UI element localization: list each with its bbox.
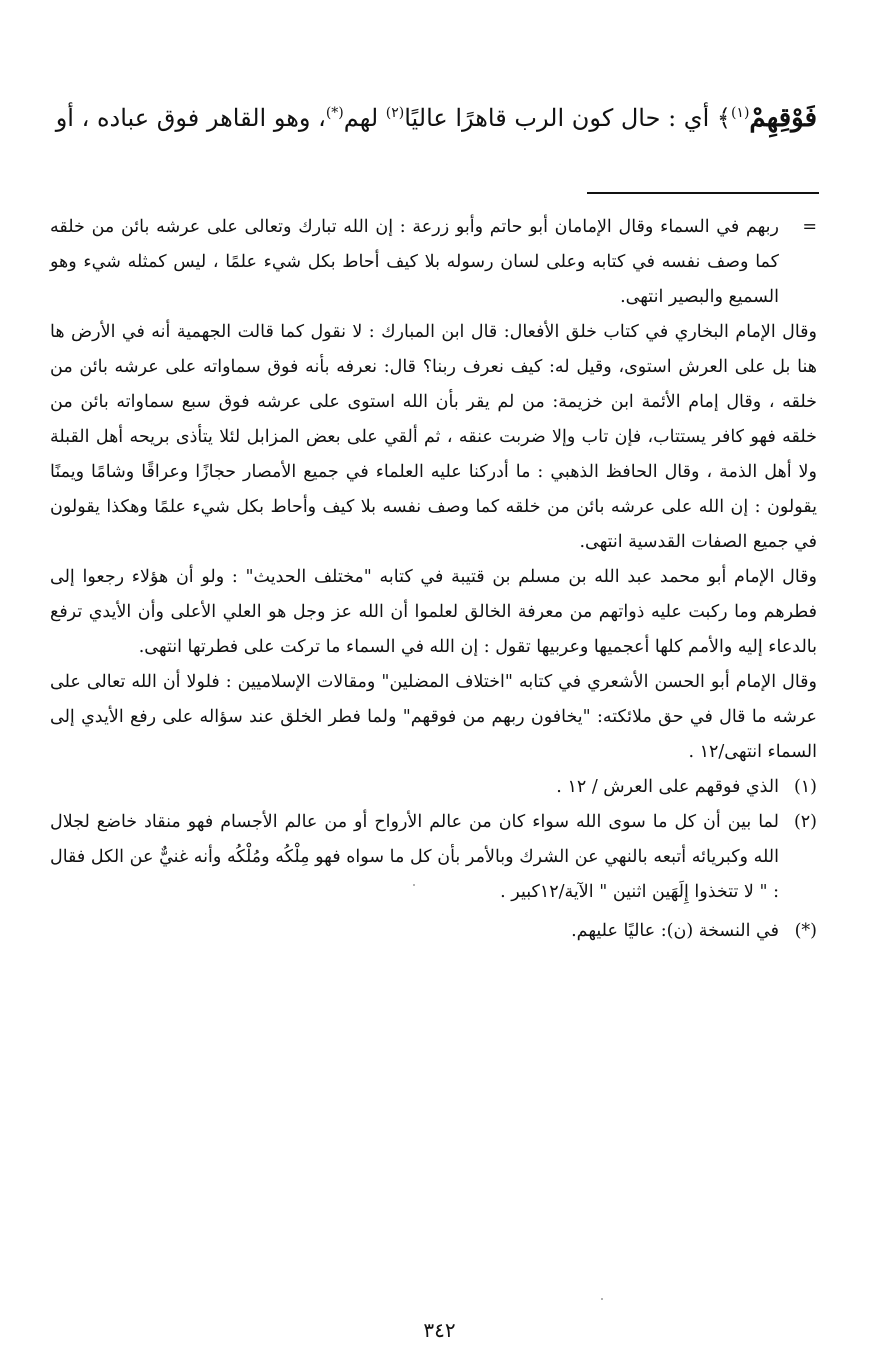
ref-star: (*) bbox=[325, 105, 344, 121]
main-text-part-1: أي : حال كون الرب قاهرًا عاليًا bbox=[404, 104, 717, 132]
scan-speck bbox=[413, 884, 415, 886]
footnote-number: (١) bbox=[793, 777, 817, 797]
footnote-2 bbox=[50, 805, 817, 910]
footnote-paragraph: وقال الإمام البخاري في كتاب خلق الأفعال: قال ابن المبارك : لا نقول كما قالت الجهمية أنه في الأرض ها هنا بل على العرش استوى، وقيل له: كيف نعرف ربنا؟ قال: نعرفه بأنه فوق سماواته على عرشه بائن من خلقه ، وقال إمام الأئمة ابن خزيمة: من لم يقر بأن الله استوى على عرشه فوق سبع سماواته بائن من خلقه فهو كافر يستتاب، فإن تاب وإلا ضربت عنقه ، ثم ألقي على بعض المزابل لئلا يتأذى بريحه أهل القبلة ولا أهل الذمة ، وقال الحافظ الذهبي : ما أدركنا عليه العلماء في جميع الأمصار حجازًا وعراقًا وشامًا ويمنًا يقولون : إن الله على عرشه بائن من خلقه كما وصف نفسه بلا كيف وأحاط بكل شيء علمًا وهكذا يقولون في جميع الصفات القدسية انتهى. bbox=[50, 322, 817, 552]
footnote-number: (*) bbox=[794, 921, 817, 941]
main-text-line bbox=[40, 98, 817, 138]
page-number: ٣٤٢ bbox=[423, 1318, 456, 1342]
footnote-star bbox=[50, 914, 817, 949]
footnote-paragraph: وقال الإمام أبو الحسن الأشعري في كتابه "اختلاف المضلين" ومقالات الإسلاميين : فلولا أن الله تعالى على عرشه ما قال في حق ملائكته: "يخافون ربهم من فوقهم" ولما فطر الخلق عند سؤاله على رفع الأيدي إلى السماء انتهى/١٢ . bbox=[50, 672, 817, 762]
continuation-mark: = bbox=[802, 217, 817, 237]
ref-1: (١) bbox=[730, 105, 750, 121]
ref-2: (٢) bbox=[385, 105, 405, 121]
footnote-text: لما بين أن كل ما سوى الله سواء كان من عالم الأرواح أو من عالم الأجسام فهو منقاد خاضع لجلال الله وكبريائه أتبعه بالنهي عن الشرك وبالأمر بأن كل ما سواه فهو مِلْكُه ومُلْكُه وأنه غنيٌّ عن الكل فقال : " لا تتخذوا إِلَهَين اثنين " الآية/١٢كبير . bbox=[50, 812, 779, 902]
quoted-word: فَوْقِهِمْ bbox=[749, 103, 817, 133]
footnote-number: (٢) bbox=[793, 812, 817, 832]
footnote-separator bbox=[587, 192, 819, 194]
footnote-paragraph: ربهم في السماء وقال الإمامان أبو حاتم وأبو زرعة : إن الله تبارك وتعالى على عرشه بائن من خلقه كما وصف نفسه في كتابه وعلى لسان رسوله بلا كيف أحاط بكل شيء علمًا ، ليس كمثله شيء وهو السميع والبصير انتهى. bbox=[50, 217, 779, 307]
footnote-continuation bbox=[50, 210, 817, 315]
footnote-text: الذي فوقهم على العرش / ١٢ . bbox=[556, 777, 779, 797]
footnote-1 bbox=[50, 770, 817, 805]
main-text-part-3: ، وهو القاهر فوق عباده ، أو bbox=[55, 104, 326, 132]
quote-bracket: ﴾ bbox=[716, 104, 731, 132]
main-text-part-2: لهم bbox=[343, 104, 386, 132]
footnotes-block bbox=[50, 210, 817, 949]
scan-speck bbox=[601, 1298, 603, 1300]
footnote-paragraph: وقال الإمام أبو محمد عبد الله بن مسلم بن قتيبة في كتابه "مختلف الحديث" : ولو أن هؤلاء رجعوا إلى فطرهم وما ركبت عليه ذواتهم من معرفة الخالق لعلموا أن الله عز وجل هو العلي الأعلى وأن الأيدي ترفع بالدعاء إليه والأمم كلها أعجميها وعربيها تقول : إن الله في السماء ما تركت على فطرتها انتهى. bbox=[50, 567, 817, 657]
footnote-text: في النسخة (ن): عاليًا عليهم. bbox=[571, 921, 779, 941]
